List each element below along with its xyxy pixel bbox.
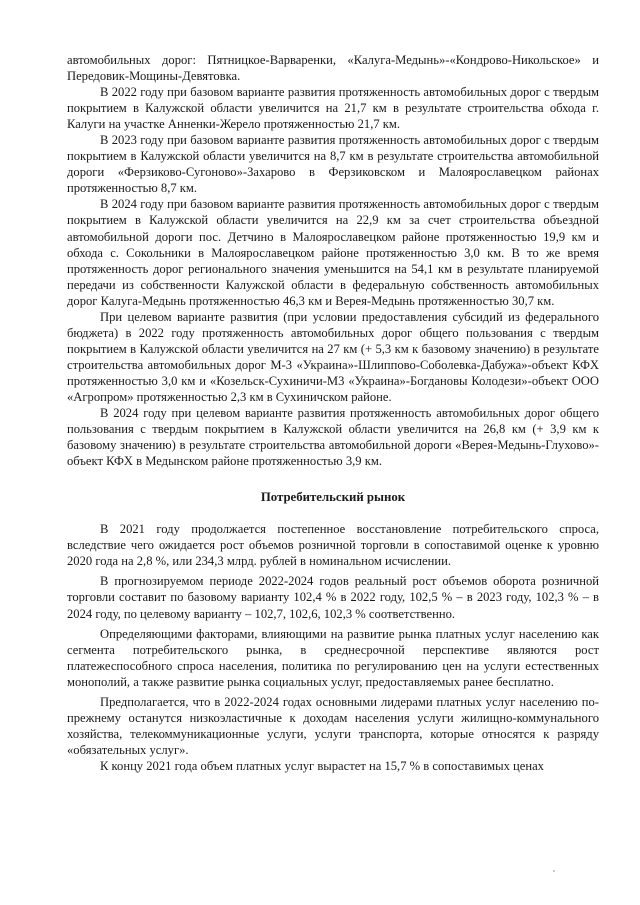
paragraph-roads-2022-base: В 2022 году при базовом варианте развития протяженность автомобильных дорог с твердым покрытием в Калужской области увеличится на 21,7 км в результате строительства обхода г. Калуги на участке Анненки-Жерело протяженностью 21,7 км. (67, 85, 599, 132)
scan-speck (553, 870, 555, 872)
paragraph-paid-services-leaders: Предполагается, что в 2022-2024 годах основными лидерами платных услуг населению по-прежнему останутся низкоэластичные к доходам населения услуги жилищно-коммунального хозяйства, телекоммуникационные услуги, услуги транспорта, которые относятся к разряду «обязательных услуг». (67, 694, 599, 757)
paragraph-roads-list: автомобильных дорог: Пятницкое-Варваренки, «Калуга-Медынь»-«Кондрово-Никольское» и Передовик-Мощины-Девятовка. (67, 53, 599, 84)
paragraph-retail-forecast: В прогнозируемом периоде 2022-2024 годов реальный рост объемов оборота розничной торговли составит по базовому варианту 102,4 % в 2022 году, 102,5 % – в 2023 году, 102,3 % – в 2024 году, по целевому варианту – 102,7, 102,6, 102,3 % соответственно. (67, 574, 599, 621)
paragraph-roads-2024-target: В 2024 году при целевом варианте развития протяженность автомобильных дорог общего пользования с твердым покрытием в Калужской области увеличится на 26,8 км (+ 3,9 км к базовому значению) в результате строительства автомобильной дороги «Верея-Медынь-Глухово»-объект КФХ в Медынском районе протяженностью 3,9 км. (67, 406, 599, 469)
paragraph-paid-services-factors: Определяющими факторами, влияющими на развитие рынка платных услуг населению как сегмента потребительского рынка, в среднесрочной перспективе являются рост платежеспособного спроса населения, политика по регулированию цен на услуги естественных монополий, а также развитие рынка социальных услуг, предоставляемых ранее бесплатно. (67, 626, 599, 689)
paragraph-paid-services-2021: К концу 2021 года объем платных услуг вырастет на 15,7 % в сопоставимых ценах (100, 758, 544, 773)
paragraph-roads-2023-base: В 2023 году при базовом варианте развития протяженность автомобильных дорог с твердым покрытием в Калужской области увеличится на 8,7 км в результате строительства автомобильной дороги «Ферзиково-Сугоново»-Захарово в Ферзиковском и Малоярославецком районах протяженностью 8,7 км. (67, 133, 599, 196)
paragraph-roads-2024-base: В 2024 году при базовом варианте развития протяженность автомобильных дорог с твердым покрытием в Калужской области увеличится на 22,9 км за счет строительства объездной автомобильной дороги пос. Детчино в Малоярославецком районе протяженностью 19,9 км и обхода с. Сокольники в Малоярославецком районе протяженностью 3,0 км. В то же время протяженность дорог регионального значения уменьшится на 54,1 км в результате планируемой передачи из собственности Калужской области в федеральную собственность автомобильных дорог Калуга-Медынь протяженностью 46,3 км и Верея-Медынь протяженностью 30,7 км. (67, 197, 599, 308)
section-title: Потребительский рынок (260, 490, 406, 505)
paragraph-roads-2022-target: При целевом варианте развития (при условии предоставления субсидий из федерального бюджета) в 2022 году протяженность автомобильных дорог общего пользования с твердым покрытием в Калужской области увеличится на 27 км (+ 5,3 км к базовому значению) в результате строительства автомобильных дорог М-3 «Украина»-Шлиппово-Соболевка-Дабужа»-объект КФХ протяженностью 3,0 км и «Козельск-Сухиничи-М3 «Украина»-Богдановы Колодези»-объект ООО «Агропром» протяженностью 2,3 км в Сухиничском районе. (67, 309, 599, 404)
paragraph-retail-2021: В 2021 году продолжается постепенное восстановление потребительского спроса, вследствие чего ожидается рост объемов розничной торговли в сопоставимой оценке к уровню 2020 года на 2,8 %, или 234,3 млрд. рублей в номинальном исчислении. (67, 522, 599, 569)
document-body (67, 52, 599, 774)
